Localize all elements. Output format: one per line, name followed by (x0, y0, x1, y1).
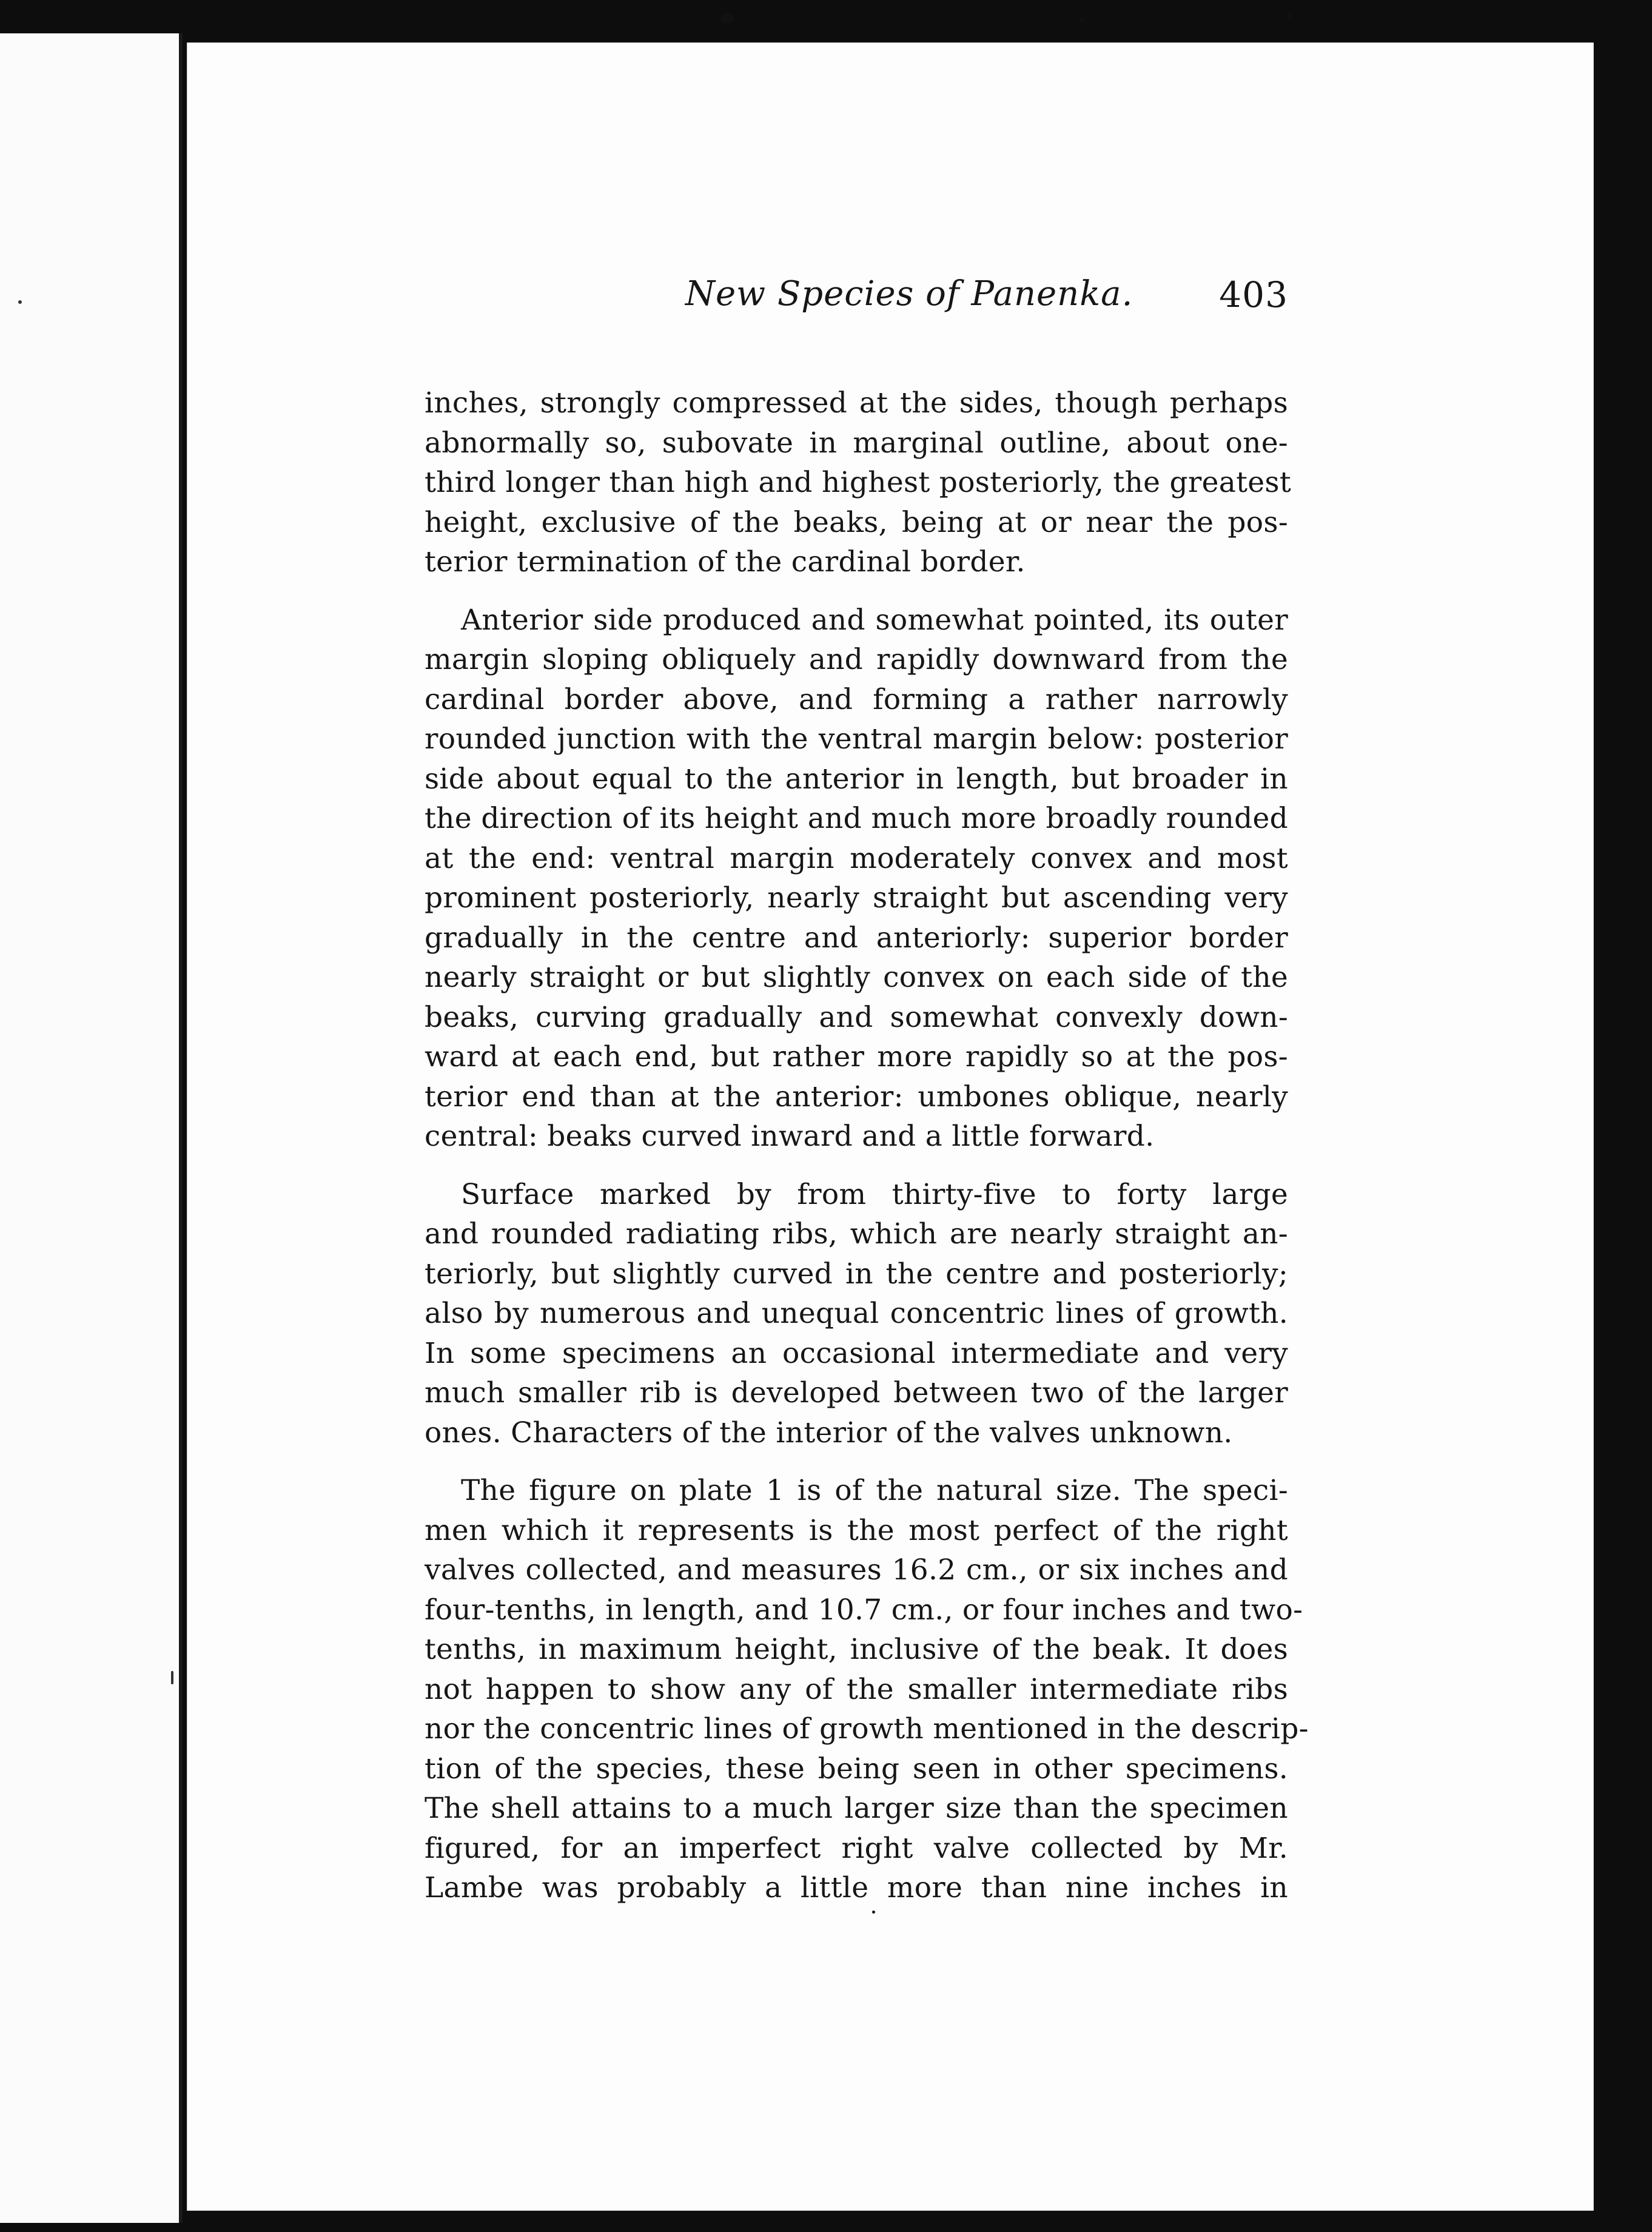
text-line: not happen to show any of the smaller intermediate ribs (425, 1672, 1288, 1706)
speck (1080, 18, 1084, 23)
speck (1288, 12, 1291, 19)
paragraph-4 (425, 1471, 1309, 1908)
text-line: prominent posteriorly, nearly straight but ascending very (425, 881, 1288, 915)
text-line: teriorly, but slightly curved in the centre and posteriorly; (425, 1257, 1288, 1291)
text-line: cardinal border above, and forming a rather narrowly (425, 682, 1288, 716)
paragraph-2 (425, 600, 1288, 1157)
paragraph-3 (425, 1175, 1288, 1453)
text-line: terior end than at the anterior: umbones oblique, nearly (425, 1080, 1288, 1114)
text-line: terior termination of the cardinal border. (425, 545, 1026, 579)
text-line: central: beaks curved inward and a little forward. (425, 1120, 1155, 1153)
text-line: the direction of its height and much more broadly rounded (425, 802, 1288, 835)
text-line: height, exclusive of the beaks, being at or near the pos- (425, 505, 1288, 539)
text-line: In some specimens an occasional intermediate and very (425, 1336, 1288, 1370)
paragraph-1 (425, 383, 1292, 582)
text-line: men which it represents is the most perfect of the right (425, 1513, 1288, 1547)
text-line: nearly straight or but slightly convex on each side of the (425, 961, 1288, 994)
adjacent-page-edge (0, 33, 183, 2223)
text-line: margin sloping obliquely and rapidly downward from the (425, 643, 1288, 676)
text-line: tion of the species, these being seen in other specimens. (425, 1752, 1288, 1786)
page-header (619, 274, 1288, 323)
text-line: figured, for an imperfect right valve collected by Mr. (425, 1831, 1288, 1865)
text-line: Lambe was probably a little more than nine inches in (425, 1871, 1288, 1904)
text-line: rounded junction with the ventral margin below: posterior (425, 722, 1288, 756)
text-line: also by numerous and unequal concentric lines of growth. (425, 1297, 1288, 1330)
text-line: abnormally so, subovate in marginal outline, about one- (425, 426, 1288, 460)
text-line: valves collected, and measures 16.2 cm., or six inches and (425, 1553, 1288, 1587)
text-line: tenths, in maximum height, inclusive of the beak. It does (425, 1633, 1288, 1666)
text-line: inches, strongly compressed at the sides, though perhaps (425, 386, 1288, 420)
text-line: Surface marked by from thirty-five to forty large (461, 1177, 1288, 1211)
text-line: side about equal to the anterior in length, but broader in (425, 762, 1288, 796)
text-line: four-tenths, in length, and 10.7 cm., or four inches and two- (425, 1593, 1303, 1627)
speck (720, 13, 734, 23)
text-line: at the end: ventral margin moderately convex and most (425, 841, 1288, 875)
text-line: The shell attains to a much larger size than the specimen (425, 1792, 1288, 1825)
text-line: much smaller rib is developed between two of the larger (425, 1376, 1288, 1410)
speck (171, 1671, 173, 1684)
text-line: and rounded radiating ribs, which are nearly straight an- (425, 1217, 1288, 1251)
text-line: gradually in the centre and anteriorly: superior border (425, 921, 1288, 955)
text-line: beaks, curving gradually and somewhat convexly down- (425, 1000, 1288, 1034)
speck (18, 300, 22, 304)
text-line: ones. Characters of the interior of the valves unknown. (425, 1416, 1233, 1450)
running-title: New Species of Panenka. (685, 274, 1133, 314)
page-number: 403 (1219, 274, 1288, 315)
text-line: The figure on plate 1 is of the natural size. The speci- (461, 1474, 1288, 1507)
text-line: ward at each end, but rather more rapidly so at the pos- (425, 1040, 1288, 1074)
text-line: Anterior side produced and somewhat pointed, its outer (461, 603, 1288, 637)
body-text (425, 383, 1309, 1926)
text-line: third longer than high and highest posteriorly, the greatest (425, 466, 1292, 499)
text-line: nor the concentric lines of growth mentioned in the descrip- (425, 1712, 1309, 1746)
